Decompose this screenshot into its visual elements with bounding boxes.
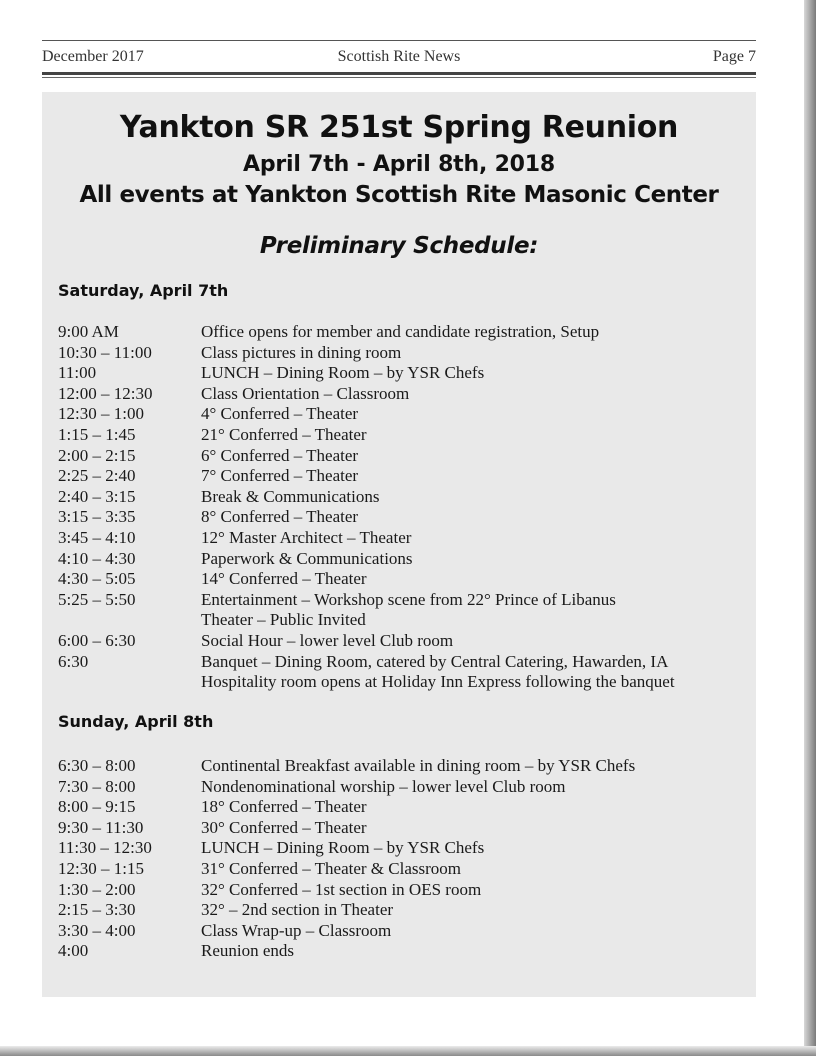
schedule-row bbox=[58, 777, 748, 798]
header-thick-rule bbox=[42, 72, 756, 75]
schedule-event: Class Orientation – Classroom bbox=[201, 383, 410, 403]
schedule-event: 8° Conferred – Theater bbox=[201, 507, 359, 527]
schedule-event: 18° Conferred – Theater bbox=[201, 797, 367, 817]
day-heading-sunday: Sunday, April 8th bbox=[58, 712, 214, 731]
event-venue: All events at Yankton Scottish Rite Masonic Center bbox=[79, 182, 719, 208]
schedule-row bbox=[58, 921, 748, 942]
schedule-event: Reunion ends bbox=[201, 941, 295, 961]
schedule-event: Break & Communications bbox=[201, 486, 380, 506]
running-header bbox=[42, 48, 756, 70]
schedule-event: Class pictures in dining room bbox=[201, 342, 402, 362]
schedule-row bbox=[58, 756, 748, 777]
schedule-row-continuation bbox=[58, 610, 748, 631]
schedule-row bbox=[58, 880, 748, 901]
schedule-row bbox=[58, 818, 748, 839]
schedule-time: 6:30 – 8:00 bbox=[58, 756, 136, 775]
schedule-time: 4:10 – 4:30 bbox=[58, 548, 136, 568]
schedule-time: 4:00 bbox=[58, 941, 89, 961]
header-date: December 2017 bbox=[42, 48, 144, 65]
schedule-event: 6° Conferred – Theater bbox=[201, 445, 359, 465]
schedule-event: Continental Breakfast available in dining room – by YSR Chefs bbox=[201, 756, 636, 775]
schedule-event: Class Wrap-up – Classroom bbox=[201, 920, 392, 940]
schedule-row bbox=[58, 322, 748, 343]
schedule-time: 7:30 – 8:00 bbox=[58, 776, 136, 796]
schedule-time: 9:30 – 11:30 bbox=[58, 817, 144, 837]
schedule-row bbox=[58, 590, 748, 611]
schedule-row bbox=[58, 466, 748, 487]
schedule-event: Theater – Public Invited bbox=[201, 610, 366, 630]
schedule-event: 32° Conferred – 1st section in OES room bbox=[201, 879, 482, 899]
schedule-time: 3:15 – 3:35 bbox=[58, 507, 136, 527]
schedule-row bbox=[58, 941, 748, 962]
schedule-label: Preliminary Schedule: bbox=[259, 233, 539, 259]
schedule-row bbox=[58, 404, 748, 425]
schedule-row bbox=[58, 528, 748, 549]
header-publication: Scottish Rite News bbox=[337, 48, 461, 65]
sunday-schedule bbox=[58, 756, 748, 962]
schedule-time: 8:00 – 9:15 bbox=[58, 797, 136, 817]
schedule-event: 4° Conferred – Theater bbox=[201, 404, 359, 424]
day-heading-saturday: Saturday, April 7th bbox=[58, 281, 229, 300]
schedule-event: Nondenominational worship – lower level Club room bbox=[201, 776, 566, 796]
schedule-event: LUNCH – Dining Room – by YSR Chefs bbox=[201, 363, 485, 383]
schedule-time: 9:00 AM bbox=[58, 322, 119, 341]
event-dates: April 7th - April 8th, 2018 bbox=[243, 152, 555, 177]
schedule-event: LUNCH – Dining Room – by YSR Chefs bbox=[201, 838, 485, 858]
schedule-time: 12:00 – 12:30 bbox=[58, 383, 153, 403]
schedule-row bbox=[58, 549, 748, 570]
schedule-event: 12° Master Architect – Theater bbox=[201, 527, 412, 547]
saturday-schedule bbox=[58, 322, 748, 693]
schedule-row bbox=[58, 838, 748, 859]
schedule-time: 10:30 – 11:00 bbox=[58, 342, 152, 362]
schedule-time: 2:00 – 2:15 bbox=[58, 445, 136, 465]
schedule-time: 5:25 – 5:50 bbox=[58, 589, 136, 609]
schedule-row bbox=[58, 446, 748, 467]
schedule-event: 31° Conferred – Theater & Classroom bbox=[201, 858, 462, 878]
schedule-time: 3:45 – 4:10 bbox=[58, 527, 136, 547]
schedule-time: 1:30 – 2:00 bbox=[58, 879, 136, 899]
page-edge-shadow bbox=[804, 0, 816, 1056]
schedule-event: Paperwork & Communications bbox=[201, 548, 413, 568]
schedule-time: 2:15 – 3:30 bbox=[58, 900, 136, 920]
schedule-row bbox=[58, 900, 748, 921]
schedule-event: 32° – 2nd section in Theater bbox=[201, 900, 394, 920]
schedule-row bbox=[58, 507, 748, 528]
schedule-row bbox=[58, 384, 748, 405]
schedule-event: 14° Conferred – Theater bbox=[201, 569, 367, 589]
schedule-event: 30° Conferred – Theater bbox=[201, 817, 367, 837]
schedule-row-continuation bbox=[58, 672, 748, 693]
schedule-time: 12:30 – 1:15 bbox=[58, 858, 144, 878]
schedule-time: 4:30 – 5:05 bbox=[58, 569, 136, 589]
page-bottom-shadow bbox=[0, 1046, 816, 1056]
header-thin-rule bbox=[42, 77, 756, 78]
header-top-rule bbox=[42, 40, 756, 41]
schedule-time: 6:00 – 6:30 bbox=[58, 630, 136, 650]
schedule-time: 2:25 – 2:40 bbox=[58, 466, 136, 486]
page-title: Yankton SR 251st Spring Reunion bbox=[119, 110, 679, 145]
schedule-row bbox=[58, 569, 748, 590]
schedule-row bbox=[58, 343, 748, 364]
header-page-number: Page 7 bbox=[712, 48, 756, 65]
schedule-row bbox=[58, 652, 748, 673]
schedule-row bbox=[58, 487, 748, 508]
schedule-event: 7° Conferred – Theater bbox=[201, 466, 359, 486]
schedule-event: Banquet – Dining Room, catered by Central Catering, Hawarden, IA bbox=[201, 651, 669, 671]
schedule-time: 2:40 – 3:15 bbox=[58, 486, 136, 506]
schedule-time: 3:30 – 4:00 bbox=[58, 920, 136, 940]
schedule-event: Social Hour – lower level Club room bbox=[201, 630, 454, 650]
schedule-time: 11:30 – 12:30 bbox=[58, 838, 152, 858]
schedule-row bbox=[58, 797, 748, 818]
schedule-row bbox=[58, 363, 748, 384]
schedule-event: 21° Conferred – Theater bbox=[201, 424, 367, 444]
schedule-row bbox=[58, 425, 748, 446]
schedule-time: 6:30 bbox=[58, 651, 89, 671]
schedule-time: 12:30 – 1:00 bbox=[58, 404, 144, 424]
schedule-time: 1:15 – 1:45 bbox=[58, 424, 136, 444]
schedule-event: Hospitality room opens at Holiday Inn Express following the banquet bbox=[201, 672, 675, 692]
schedule-row bbox=[58, 631, 748, 652]
schedule-event: Office opens for member and candidate registration, Setup bbox=[201, 322, 600, 341]
schedule-row bbox=[58, 859, 748, 880]
schedule-event: Entertainment – Workshop scene from 22° Prince of Libanus bbox=[201, 589, 616, 609]
schedule-time: 11:00 bbox=[58, 363, 97, 383]
